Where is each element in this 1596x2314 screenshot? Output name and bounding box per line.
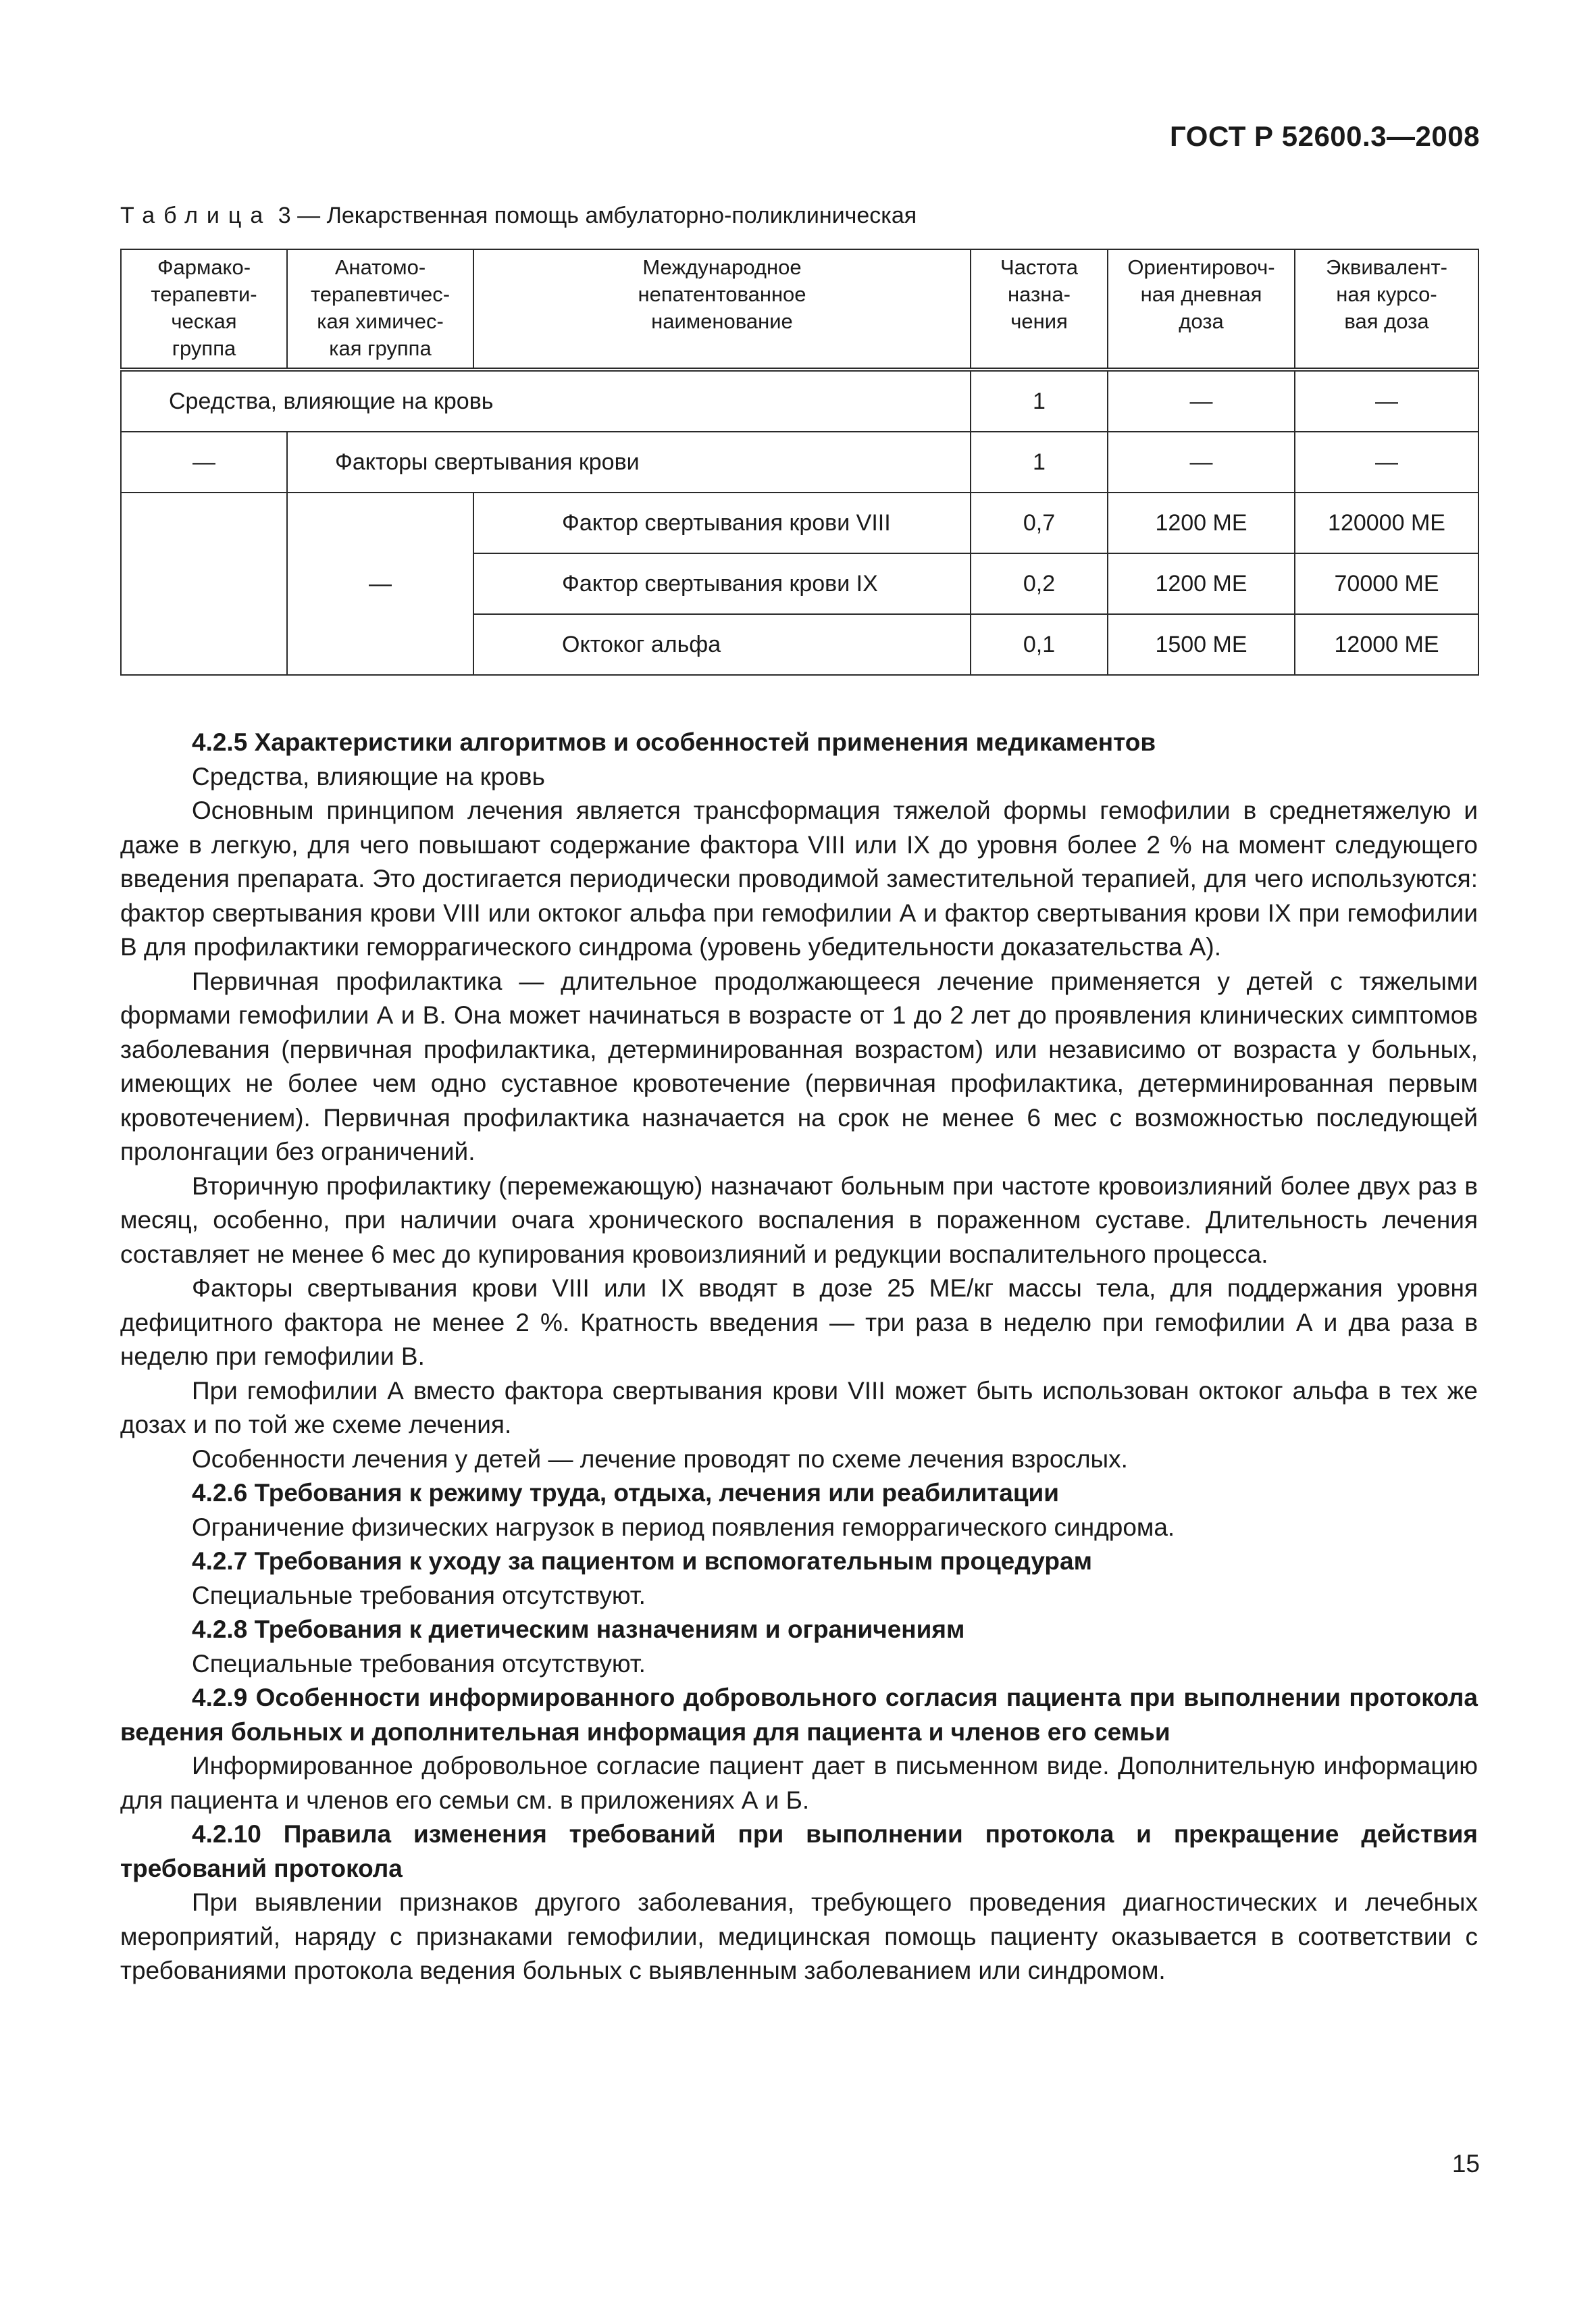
row-daily-dose: — xyxy=(1108,370,1295,432)
paragraph: Специальные требования отсутствуют. xyxy=(192,1649,646,1678)
row-frequency: 0,2 xyxy=(971,553,1108,614)
row-name: Октоког альфа xyxy=(473,614,971,675)
row-frequency: 0,7 xyxy=(971,493,1108,553)
row-name: Фактор свертывания крови IX xyxy=(473,553,971,614)
table-row xyxy=(121,432,1478,493)
table-row xyxy=(121,370,1478,432)
row-name: Фактор свертывания крови VIII xyxy=(473,493,971,553)
paragraph: При гемофилии А вместо фактора свертывания крови VIII может быть использован октоког альфа в тех же дозах и по той же схеме лечения. xyxy=(120,1376,1478,1438)
row-course-dose: 120000 МЕ xyxy=(1295,493,1478,553)
row-subgroup: — xyxy=(287,493,473,675)
row-group: — xyxy=(121,432,287,493)
table-caption-text: 3 — Лекарственная помощь амбулаторно-поликлиническая xyxy=(278,203,917,228)
col-frequency: Частота назна- чения xyxy=(971,249,1108,370)
row-course-dose: 70000 МЕ xyxy=(1295,553,1478,614)
paragraph: Информированное добровольное согласие пациент дает в письменном виде. Дополнительную информацию для пациента и членов его семьи см. в приложениях А и Б. xyxy=(120,1752,1478,1814)
col-inn: Международное непатентованное наименование xyxy=(473,249,971,370)
row-course-dose: 12000 МЕ xyxy=(1295,614,1478,675)
paragraph: При выявлении признаков другого заболевания, требующего проведения диагностических и лечебных мероприятий, наряду с признаками гемофилии, медицинская помощь пациенту оказывается в соответствии с требованиями протокола ведения больных с выявленным заболеванием или синдромом. xyxy=(120,1888,1478,1984)
row-daily-dose: 1200 МЕ xyxy=(1108,553,1295,614)
document-id: ГОСТ Р 52600.3—2008 xyxy=(1170,120,1480,152)
table-caption-word: Таблица xyxy=(120,203,272,228)
section-heading-4-2-10: 4.2.10 Правила изменения требований при выполнении протокола и прекращение действия требований протокола xyxy=(120,1820,1478,1882)
section-heading-4-2-5: 4.2.5 Характеристики алгоритмов и особенностей применения медикаментов xyxy=(192,728,1156,756)
row-course-dose: — xyxy=(1295,432,1478,493)
row-frequency: 1 xyxy=(971,370,1108,432)
row-daily-dose: 1200 МЕ xyxy=(1108,493,1295,553)
table-header-row xyxy=(121,249,1478,370)
row-empty-cell xyxy=(121,493,287,675)
table-row xyxy=(121,493,1478,553)
section-heading-4-2-9: 4.2.9 Особенности информированного добровольного согласия пациента при выполнении протокола ведения больных и дополнительная информация для пациента и членов его семьи xyxy=(120,1684,1478,1746)
paragraph: Специальные требования отсутствуют. xyxy=(192,1581,646,1609)
paragraph: Факторы свертывания крови VIII или IX вводят в дозе 25 МЕ/кг массы тела, для поддержания уровня дефицитного фактора не менее 2 %. Кратность введения — три раза в неделю при гемофилии А и два раза в неделю при гемофилии В. xyxy=(120,1274,1478,1370)
body-text xyxy=(120,726,1478,1988)
row-name: Средства, влияющие на кровь xyxy=(121,370,971,432)
paragraph: Основным принципом лечения является трансформация тяжелой формы гемофилии в среднетяжелую и даже в легкую, для чего повышают содержание фактора VIII или IX до уровня более 2 % на момент следующего введения препарата. Это достигается периодически проводимой заместительной терапией, для чего используются: фактор свертывания крови VIII или октоког альфа при гемофилии А и фактор свертывания крови IX при гемофилии В для профилактики геморрагического синдрома (уровень убедительности доказательства А). xyxy=(120,797,1478,961)
table-caption xyxy=(120,203,917,229)
section-heading-4-2-7: 4.2.7 Требования к уходу за пациентом и вспомогательным процедурам xyxy=(192,1547,1092,1575)
row-frequency: 1 xyxy=(971,432,1108,493)
col-pharm-group: Фармако- терапевти- ческая группа xyxy=(121,249,287,370)
drug-table xyxy=(120,249,1479,676)
paragraph: Особенности лечения у детей — лечение проводят по схеме лечения взрослых. xyxy=(192,1444,1128,1473)
paragraph: Средства, влияющие на кровь xyxy=(192,762,545,790)
section-heading-4-2-8: 4.2.8 Требования к диетическим назначениям и ограничениям xyxy=(192,1615,965,1643)
col-daily-dose: Ориентировоч- ная дневная доза xyxy=(1108,249,1295,370)
row-name: Факторы свертывания крови xyxy=(287,432,971,493)
paragraph: Ограничение физических нагрузок в период появления геморрагического синдрома. xyxy=(192,1513,1175,1541)
row-course-dose: — xyxy=(1295,370,1478,432)
col-course-dose: Эквивалент- ная курсо- вая доза xyxy=(1295,249,1478,370)
page-number: 15 xyxy=(1451,2150,1480,2178)
section-heading-4-2-6: 4.2.6 Требования к режиму труда, отдыха, лечения или реабилитации xyxy=(192,1479,1060,1507)
col-anatomic-group: Анатомо- терапевтичес- кая химичес- кая группа xyxy=(287,249,473,370)
row-frequency: 0,1 xyxy=(971,614,1108,675)
row-daily-dose: 1500 МЕ xyxy=(1108,614,1295,675)
row-daily-dose: — xyxy=(1108,432,1295,493)
paragraph: Первичная профилактика — длительное продолжающееся лечение применяется у детей с тяжелыми формами гемофилии А и В. Она может начинаться в возрасте от 1 до 2 лет до проявления клинических симптомов заболевания (первичная профилактика, детерминированная возрастом) или независимо от возраста у больных, имеющих не более чем одно суставное кровотечение (первичная профилактика, детерминированная первым кровотечением). Первичная профилактика назначается на срок не менее 6 мес с возможностью последующей пролонгации без ограничений. xyxy=(120,967,1478,1165)
paragraph: Вторичную профилактику (перемежающую) назначают больным при частоте кровоизлияний более двух раз в месяц, особенно, при наличии очага хронического воспаления в пораженном суставе. Длительность лечения составляет не менее 6 мес до купирования кровоизлияний и редукции воспалительного процесса. xyxy=(120,1172,1478,1268)
